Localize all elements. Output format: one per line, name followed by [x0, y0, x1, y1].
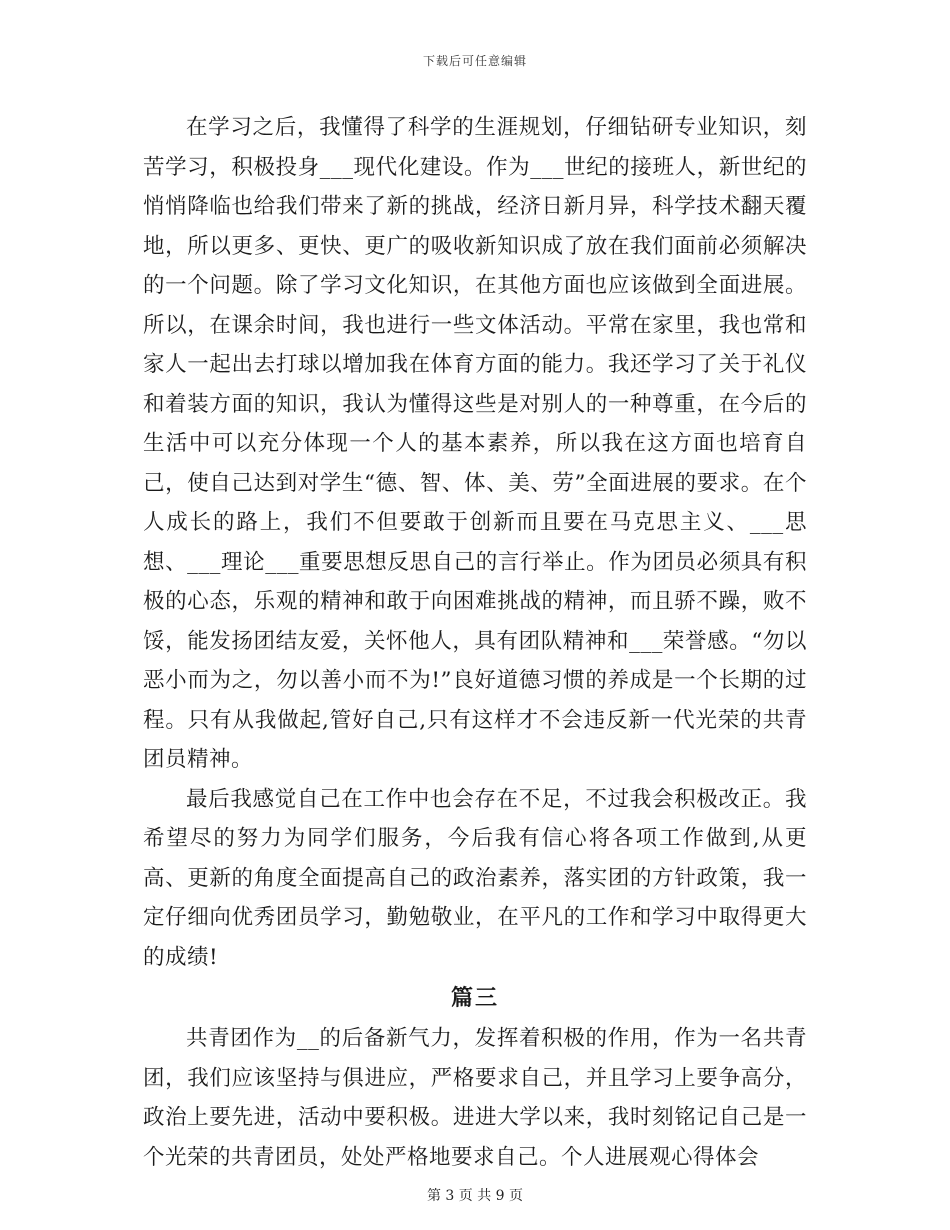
paragraph-1: 在学习之后，我懂得了科学的生涯规划，仔细钻研专业知识，刻苦学习，积极投身___现代化建设。作为___世纪的接班人，新世纪的悄悄降临也给我们带来了新的挑战，经济日新月异，科学技术翻天覆地，所以更多、更快、更广的吸收新知识成了放在我们面前必须解决的一个问题。除了学习文化知识，在其他方面也应该做到全面进展。所以，在课余时间，我也进行一些文体活动。平常在家里，我也常和家人一起出去打球以增加我在体育方面的能力。我还学习了关于礼仪和着装方面的知识，我认为懂得这些是对别人的一种尊重，在今后的生活中可以充分体现一个人的基本素养，所以我在这方面也培育自己，使自己达到对学生“德、智、体、美、劳”全面进展的要求。在个人成长的路上，我们不但要敢于创新而且要在马克思主义、___思想、___理论___重要思想反思自己的言行举止。作为团员必须具有积极的心态，乐观的精神和敢于向困难挑战的精神，而且骄不躁，败不馁，能发扬团结友爱，关怀他人，具有团队精神和___荣誉感。“勿以恶小而为之，勿以善小而不为!”良好道德习惯的养成是一个长期的过程。只有从我做起,管好自己,只有这样才不会违反新一代光荣的共青团员精神。 — [143, 115, 807, 772]
paragraph-2: 最后我感觉自己在工作中也会存在不足，不过我会积极改正。我希望尽的努力为同学们服务，今后我有信心将各项工作做到,从更高、更新的角度全面提高自己的政治素养，落实团的方针政策，我一定仔细向优秀团员学习，勤勉敬业，在平凡的工作和学习中取得更大的成绩! — [143, 786, 807, 970]
section-heading: 篇三 — [450, 985, 499, 1011]
page-header: 下载后可任意编辑 — [422, 54, 527, 68]
paragraph-3: 共青团作为__的后备新气力，发挥着积极的作用，作为一名共青团，我们应该坚持与俱进应，严格要求自己，并且学习上要争高分，政治上要先进，活动中要积极。进进大学以来，我时刻铭记自己是一个光荣的共青团员，处处严格地要求自己。个人进展观心得体会 — [143, 1026, 807, 1170]
page-footer: 第 3 页 共 9 页 — [426, 1188, 524, 1204]
document-body — [143, 108, 807, 1177]
